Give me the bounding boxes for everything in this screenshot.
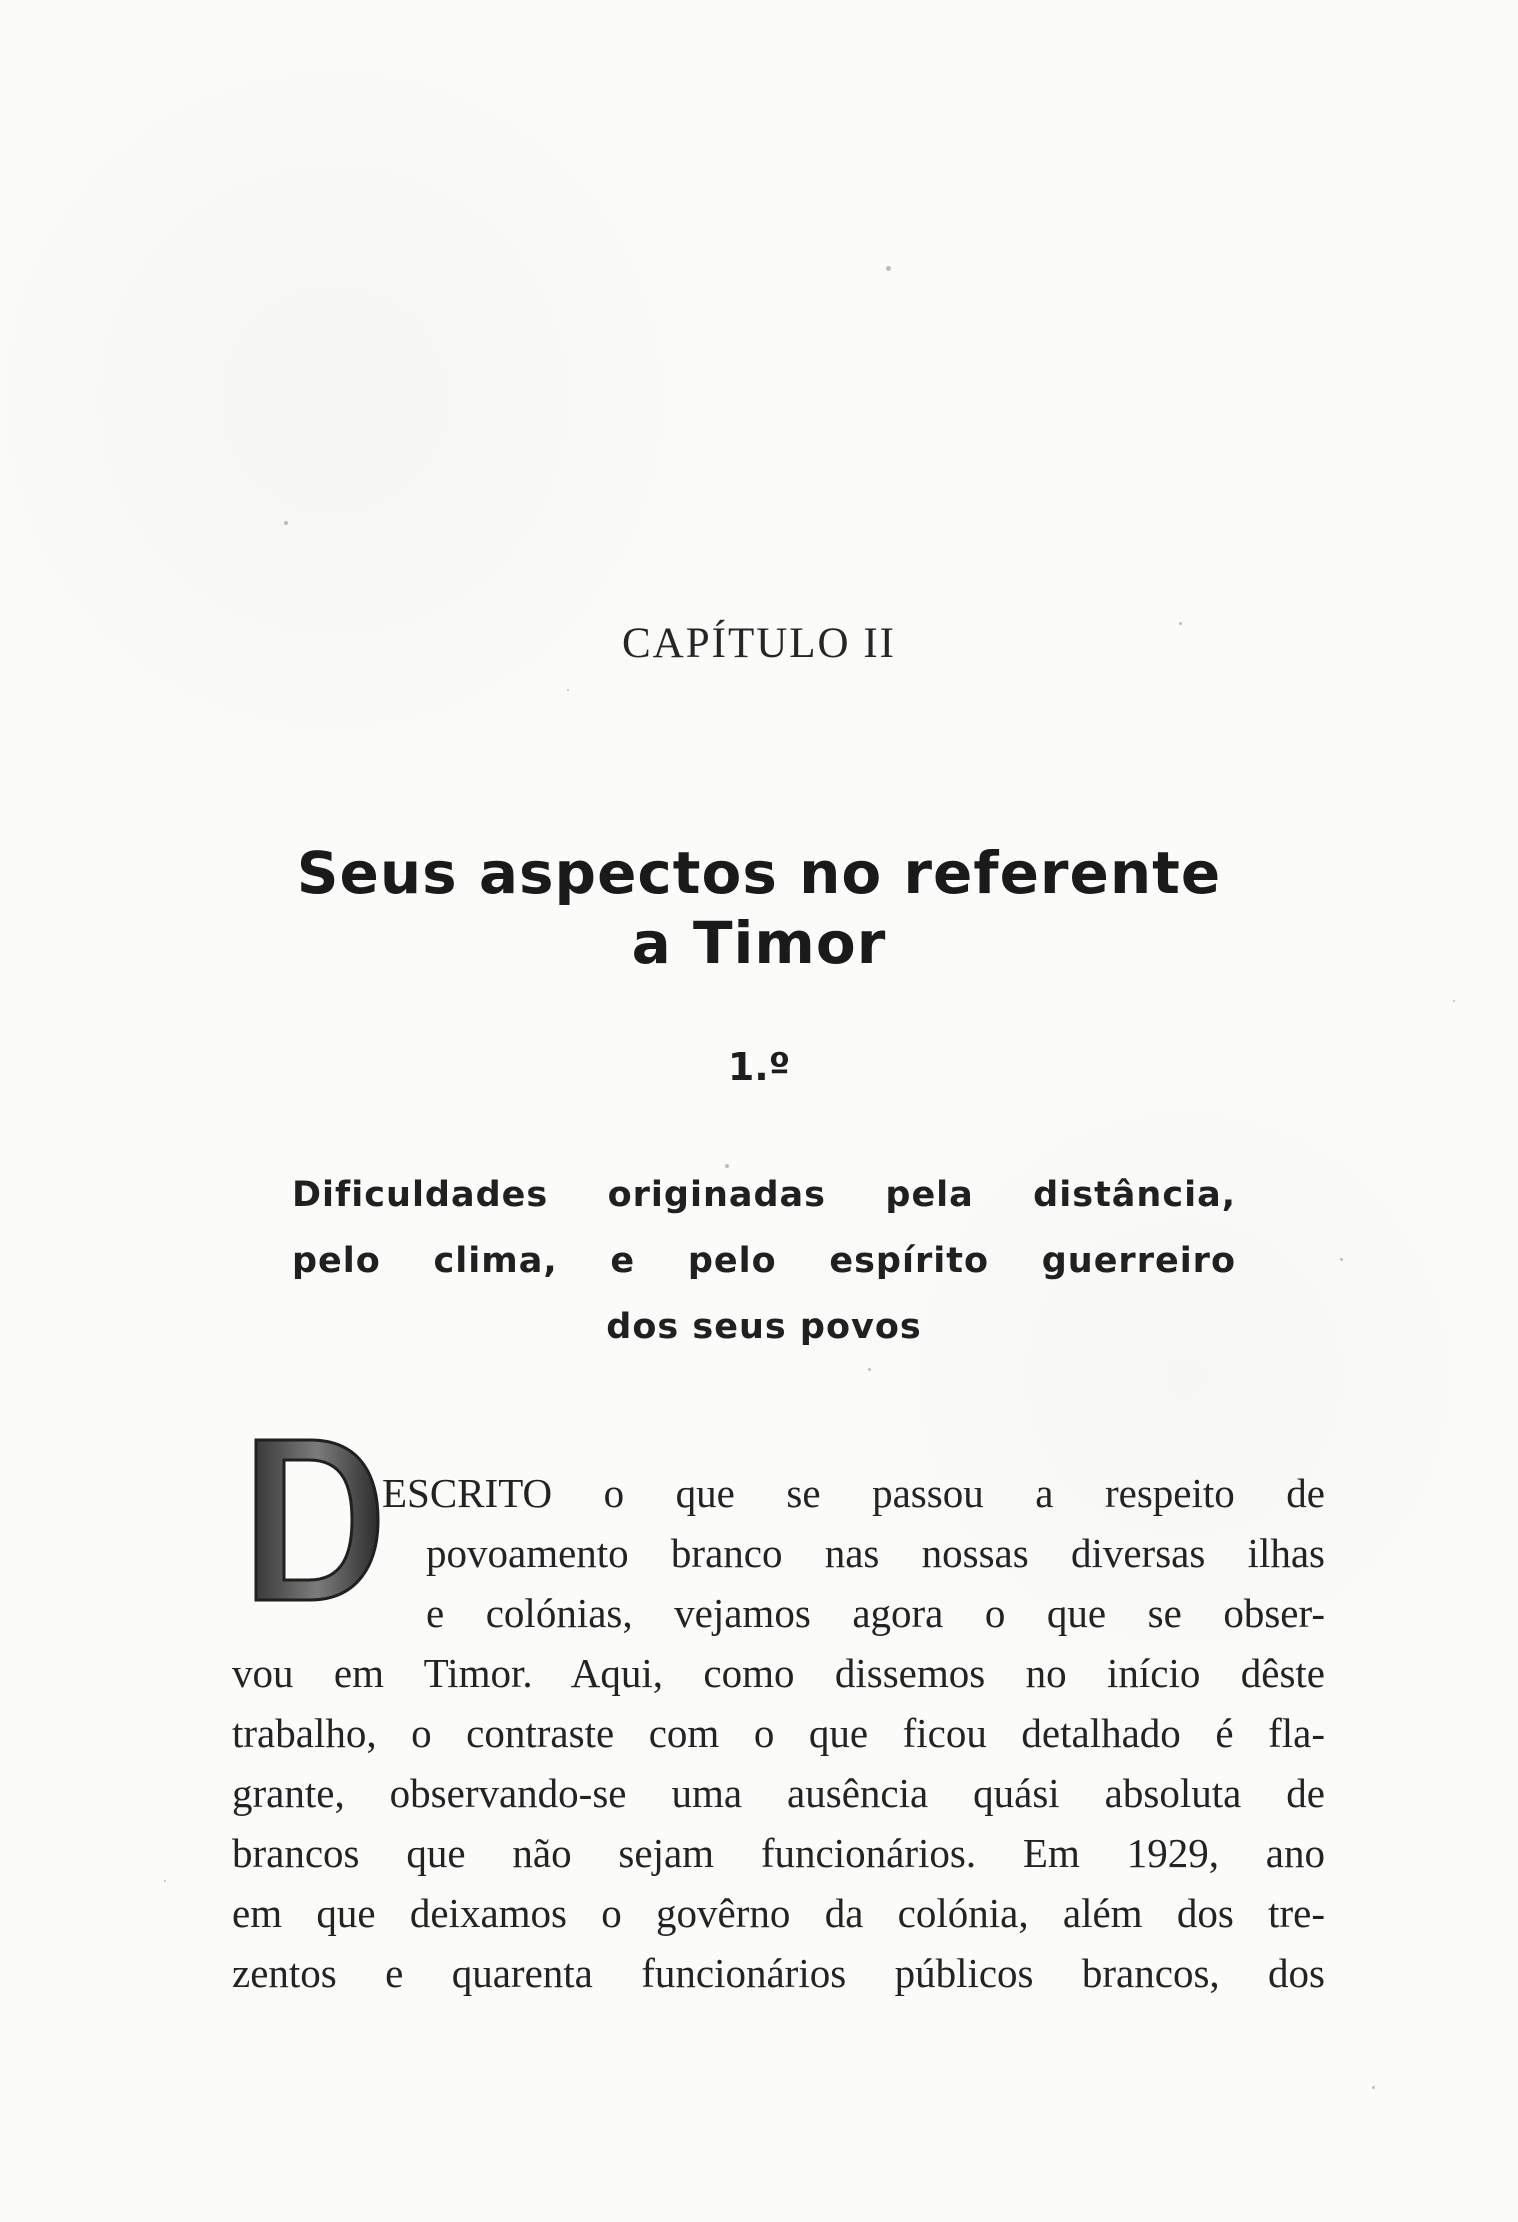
body-line: zentos e quarenta funcionários públicos brancos, dos [232,1950,1325,1996]
paper-speck [886,266,891,271]
body-line: e colónias, vejamos agora o que se obser- [426,1590,1325,1636]
body-line: ESCRITO o que se passou a respeito de [382,1470,1325,1516]
body-paragraph [232,1463,1325,2003]
body-line: trabalho, o contraste com o que ficou detalhado é fla- [232,1710,1325,1756]
body-line: brancos que não sejam funcionários. Em 1929, ano [232,1830,1325,1876]
body-line: grante, observando-se uma ausência quási absoluta de [232,1770,1325,1816]
chapter-title-line: Seus aspectos no referente [296,839,1222,907]
body-line: em que deixamos o govêrno da colónia, além dos tre- [232,1890,1325,1936]
paper-speck [1340,1258,1343,1261]
section-title-line: Dificuldades originadas pela distância, [292,1175,1236,1215]
chapter-title [0,838,1518,978]
section-title-line: dos seus povos [606,1307,922,1347]
body-line: vou em Timor. Aqui, como dissemos no início dêste [232,1650,1325,1696]
paper-speck [284,521,288,525]
paper-speck [1453,1000,1455,1002]
section-number: 1.º [727,1045,791,1089]
paper-speck [567,689,569,691]
section-title-line: pelo clima, e pelo espírito guerreiro [292,1241,1236,1281]
section-title [292,1162,1236,1360]
paper-speck [868,1368,871,1371]
paper-speck [164,1880,166,1882]
paper-speck [1372,2086,1375,2089]
chapter-label: CAPÍTULO II [622,620,896,667]
body-line: povoamento branco nas nossas diversas ilhas [426,1530,1325,1576]
chapter-title-line: a Timor [631,909,887,977]
